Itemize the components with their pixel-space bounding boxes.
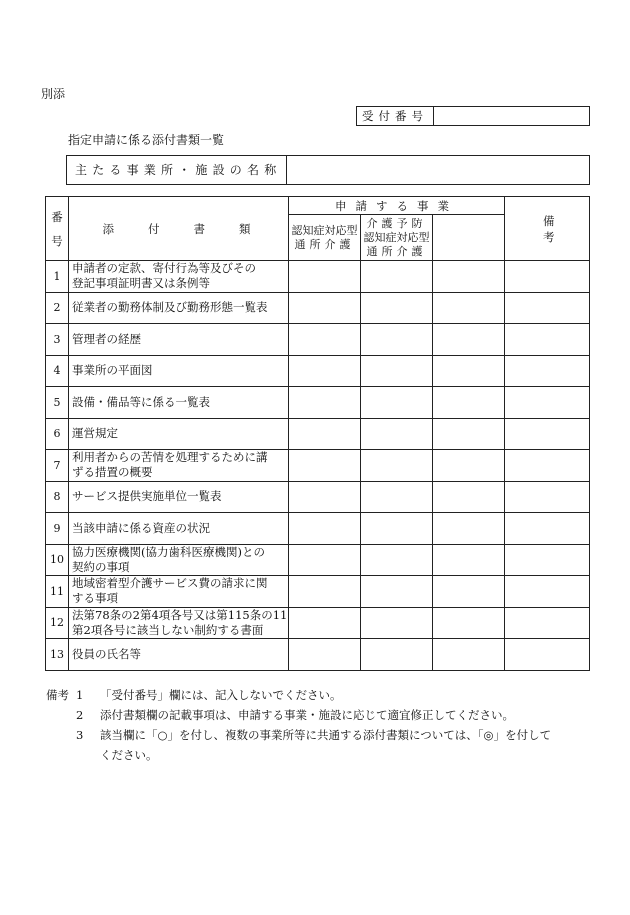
table-row <box>46 639 590 671</box>
remarks-cell[interactable] <box>505 355 590 387</box>
remarks-cell[interactable] <box>505 607 590 639</box>
attachment-label: 別添 <box>41 87 66 101</box>
document-name-line: 事業所の平面図 <box>72 363 153 378</box>
service-check-cell[interactable] <box>289 387 361 419</box>
row-number: 3 <box>46 324 69 356</box>
service-check-cell[interactable] <box>361 544 433 576</box>
table-row <box>46 387 590 419</box>
remarks-cell[interactable] <box>505 481 590 513</box>
table-row <box>46 513 590 545</box>
remarks-cell[interactable] <box>505 513 590 545</box>
document-name-line: 申請者の定款、寄付行為等及びその <box>72 261 256 276</box>
service-check-cell[interactable] <box>289 607 361 639</box>
table-row <box>46 450 590 482</box>
service-check-cell[interactable] <box>361 639 433 671</box>
service-check-cell[interactable] <box>289 544 361 576</box>
document-name-line: する事項 <box>72 591 118 606</box>
document-name-line: サービス提供実施単位一覧表 <box>72 489 222 504</box>
facility-name-box <box>66 155 590 185</box>
service-check-cell[interactable] <box>289 324 361 356</box>
service-check-cell[interactable] <box>433 607 505 639</box>
document-name-line: 第2項各号に該当しない制約する書面 <box>72 622 264 637</box>
row-number: 8 <box>46 481 69 513</box>
document-name-line: 管理者の経歴 <box>72 331 141 346</box>
service-check-cell[interactable] <box>433 387 505 419</box>
note-number: 2 <box>76 708 84 722</box>
service-check-cell[interactable] <box>361 576 433 608</box>
note-text: 添付書類欄の記載事項は、申請する事業・施設に応じて適宜修正してください。 <box>100 708 514 722</box>
table-row <box>46 324 590 356</box>
service-column-1: 認知症対応型 通所介護 <box>289 215 361 261</box>
service-check-cell[interactable] <box>289 418 361 450</box>
list-title: 指定申請に係る添付書類一覧 <box>68 133 225 147</box>
attachment-table <box>45 196 593 671</box>
header-services: 申請する事業 <box>289 197 505 215</box>
remarks-cell[interactable] <box>505 387 590 419</box>
header-remarks: 備考 <box>505 197 590 261</box>
document-name <box>69 324 289 356</box>
service-check-cell[interactable] <box>433 261 505 293</box>
document-name-line: 地域密着型介護サービス費の請求に関 <box>72 576 268 591</box>
remarks-cell[interactable] <box>505 418 590 450</box>
table-row <box>46 576 590 608</box>
remarks-cell[interactable] <box>505 324 590 356</box>
service-check-cell[interactable] <box>433 418 505 450</box>
document-name-line: 当該申請に係る資産の状況 <box>72 520 210 535</box>
remarks-cell[interactable] <box>505 450 590 482</box>
document-name <box>69 387 289 419</box>
document-name-line: 契約の事項 <box>72 559 130 574</box>
row-number: 12 <box>46 607 69 639</box>
facility-name-label: 主たる事業所・施設の名称 <box>67 156 287 184</box>
table-row <box>46 355 590 387</box>
row-number: 11 <box>46 576 69 608</box>
document-name-line: 協力医療機関(協力歯科医療機関)との <box>72 544 265 559</box>
document-name <box>69 607 289 639</box>
service-check-cell[interactable] <box>361 418 433 450</box>
row-number: 10 <box>46 544 69 576</box>
service-check-cell[interactable] <box>361 324 433 356</box>
service-check-cell[interactable] <box>361 513 433 545</box>
service-check-cell[interactable] <box>433 544 505 576</box>
service-check-cell[interactable] <box>361 607 433 639</box>
service-check-cell[interactable] <box>433 481 505 513</box>
document-name-line: ずる措置の概要 <box>72 465 153 480</box>
service-check-cell[interactable] <box>361 387 433 419</box>
row-number: 6 <box>46 418 69 450</box>
remarks-cell[interactable] <box>505 639 590 671</box>
service-check-cell[interactable] <box>289 513 361 545</box>
document-name <box>69 576 289 608</box>
note-number: 1 <box>76 688 84 702</box>
note-text: 該当欄に「○」を付し、複数の事業所等に共通する添付書類については、「◎」を付して <box>100 728 552 742</box>
remarks-cell[interactable] <box>505 544 590 576</box>
table-row <box>46 261 590 293</box>
document-name <box>69 639 289 671</box>
remarks-cell[interactable] <box>505 292 590 324</box>
notes-label: 備考 <box>46 688 69 702</box>
header-number: 番号 <box>46 197 69 261</box>
document-name <box>69 513 289 545</box>
document-name <box>69 450 289 482</box>
reception-number-field[interactable] <box>434 107 589 125</box>
service-check-cell[interactable] <box>289 576 361 608</box>
document-name-line: 従業者の勤務体制及び勤務形態一覧表 <box>72 300 268 315</box>
remarks-cell[interactable] <box>505 261 590 293</box>
row-number: 2 <box>46 292 69 324</box>
service-check-cell[interactable] <box>433 450 505 482</box>
service-check-cell[interactable] <box>361 481 433 513</box>
facility-name-field[interactable] <box>287 156 589 184</box>
document-name <box>69 261 289 293</box>
table-row <box>46 418 590 450</box>
note-text-continued: ください。 <box>100 748 158 762</box>
document-name-line: 役員の氏名等 <box>72 646 141 661</box>
service-column-3 <box>433 215 505 261</box>
service-check-cell[interactable] <box>289 481 361 513</box>
note-number: 3 <box>76 728 84 742</box>
remarks-cell[interactable] <box>505 576 590 608</box>
service-check-cell[interactable] <box>361 261 433 293</box>
service-check-cell[interactable] <box>433 576 505 608</box>
service-check-cell[interactable] <box>289 450 361 482</box>
note-text: 「受付番号」欄には、記入しないでください。 <box>100 688 342 702</box>
service-check-cell[interactable] <box>289 292 361 324</box>
row-number: 5 <box>46 387 69 419</box>
service-check-cell[interactable] <box>433 292 505 324</box>
service-check-cell[interactable] <box>361 450 433 482</box>
document-name-line: 登記事項証明書又は条例等 <box>72 276 210 291</box>
row-number: 9 <box>46 513 69 545</box>
row-number: 1 <box>46 261 69 293</box>
header-documents: 添付書類 <box>69 197 289 261</box>
reception-number-box <box>356 106 590 126</box>
service-check-cell[interactable] <box>289 355 361 387</box>
table-row <box>46 292 590 324</box>
notes-section <box>46 685 586 765</box>
document-name-line: 設備・備品等に係る一覧表 <box>72 394 210 409</box>
service-check-cell[interactable] <box>289 639 361 671</box>
table-row <box>46 481 590 513</box>
table-row <box>46 607 590 639</box>
service-check-cell[interactable] <box>433 355 505 387</box>
document-name-line: 利用者からの苦情を処理するために講 <box>72 450 268 465</box>
service-check-cell[interactable] <box>361 355 433 387</box>
document-name <box>69 292 289 324</box>
reception-number-label: 受付番号 <box>357 107 434 125</box>
document-name-line: 法第78条の2第4項各号又は第115条の11 <box>72 607 288 622</box>
service-column-2: 介護予防 認知症対応型 通所介護 <box>361 215 433 261</box>
table-row <box>46 544 590 576</box>
document-name <box>69 544 289 576</box>
document-name-line: 運営規定 <box>72 426 118 441</box>
service-check-cell[interactable] <box>433 639 505 671</box>
service-check-cell[interactable] <box>433 513 505 545</box>
service-check-cell[interactable] <box>433 324 505 356</box>
row-number: 4 <box>46 355 69 387</box>
service-check-cell[interactable] <box>289 261 361 293</box>
row-number: 7 <box>46 450 69 482</box>
document-name <box>69 418 289 450</box>
row-number: 13 <box>46 639 69 671</box>
service-check-cell[interactable] <box>361 292 433 324</box>
document-name <box>69 355 289 387</box>
document-name <box>69 481 289 513</box>
